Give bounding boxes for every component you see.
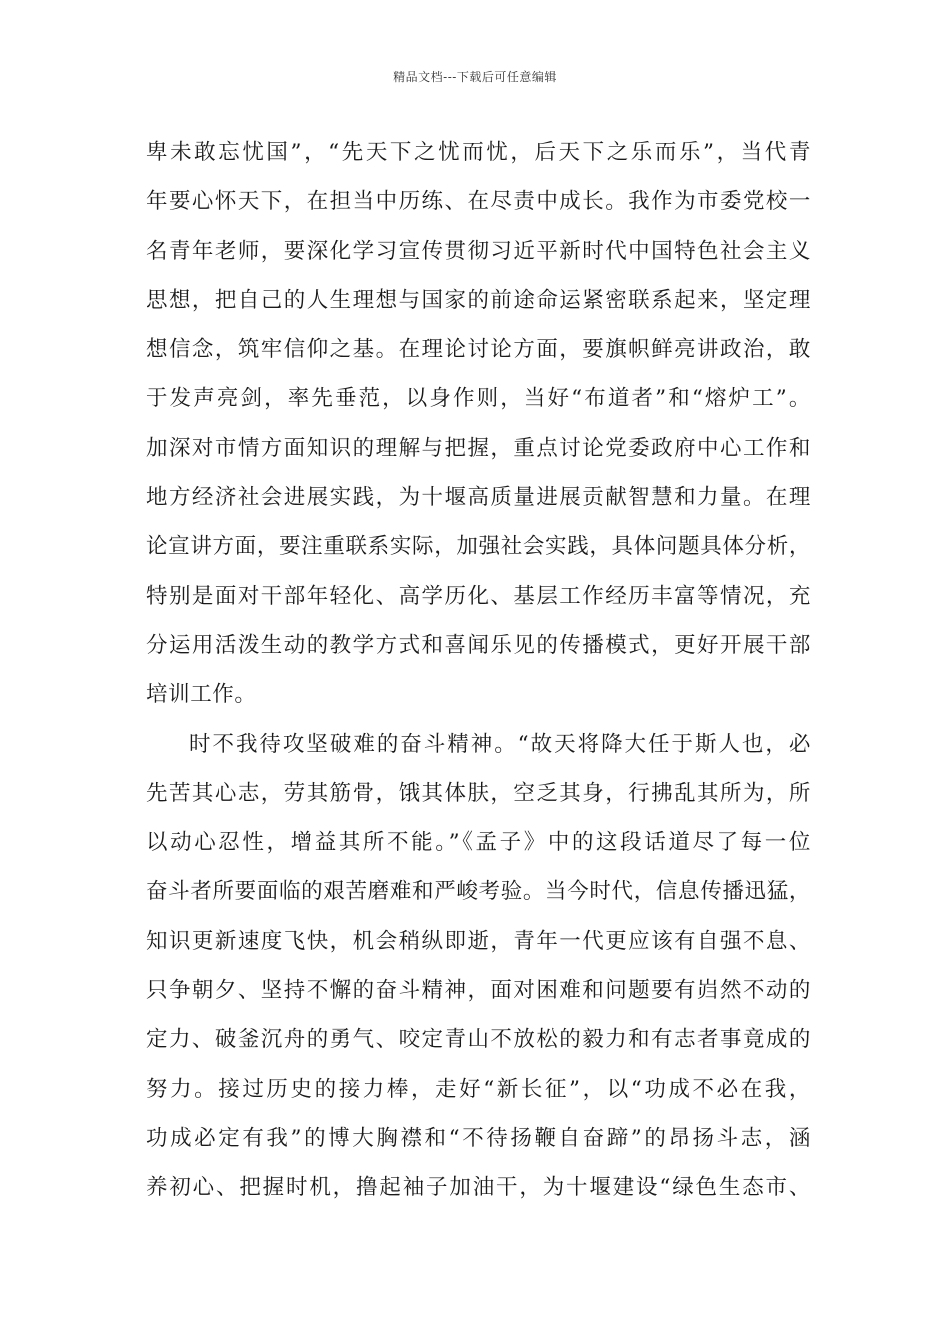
text-line: 先苦其心志，劳其筋骨，饿其体肤，空乏其身，行拂乱其所为，所 [146,780,811,806]
text-line: 论宣讲方面，要注重联系实际，加强社会实践，具体问题具体分析， [146,534,811,560]
text-line: 努力。接过历史的接力棒，走好“新长征”，以“功成不必在我， [146,1076,811,1102]
text-line: 知识更新速度飞快，机会稍纵即逝，青年一代更应该有自强不息、 [146,928,811,954]
text-line: 于发声亮剑，率先垂范，以身作则，当好“布道者”和“熔炉工”。 [146,386,811,412]
text-line: 想信念，筑牢信仰之基。在理论讨论方面，要旗帜鲜亮讲政治，敢 [146,337,811,363]
text-line: 只争朝夕、坚持不懈的奋斗精神，面对困难和问题要有岿然不动的 [146,978,811,1004]
text-line: 奋斗者所要面临的艰苦磨难和严峻考验。当今时代，信息传播迅猛， [146,879,811,905]
text-line: 分运用活泼生动的教学方式和喜闻乐见的传播模式，更好开展干部 [146,632,811,658]
document-body [146,128,811,1213]
text-line: 卑未敢忘忧国”，“先天下之忧而忧，后天下之乐而乐”，当代青 [146,140,811,165]
text-line: 功成必定有我”的博大胸襟和“不待扬鞭自奋蹄”的昂扬斗志，涵 [146,1125,811,1151]
text-line: 地方经济社会进展实践，为十堰高质量进展贡献智慧和力量。在理 [146,485,811,511]
paragraph-2 [146,720,811,1213]
text-line: 特别是面对干部年轻化、高学历化、基层工作经历丰富等情况，充 [146,583,811,609]
text-line: 以动心忍性，增益其所不能。”《孟子》中的这段话道尽了每一位 [146,830,811,856]
text-line: 定力、破釜沉舟的勇气、咬定青山不放松的毅力和有志者事竟成的 [146,1027,811,1053]
text-line: 时不我待攻坚破难的奋斗精神。“故天将降大任于斯人也，必 [189,731,811,757]
text-line: 年要心怀天下，在担当中历练、在尽责中成长。我作为市委党校一 [146,189,811,215]
text-line: 思想，把自己的人生理想与国家的前途命运紧密联系起来，坚定理 [146,287,811,313]
text-line: 加深对市情方面知识的理解与把握，重点讨论党委政府中心工作和 [146,435,811,461]
text-line: 养初心、把握时机，撸起袖子加油干，为十堰建设“绿色生态市、 [146,1175,811,1201]
text-line: 培训工作。 [146,682,257,708]
text-line: 名青年老师，要深化学习宣传贯彻习近平新时代中国特色社会主义 [146,238,811,264]
paragraph-1 [146,128,811,720]
page-header: 精品文档---下载后可任意编辑 [393,70,557,84]
